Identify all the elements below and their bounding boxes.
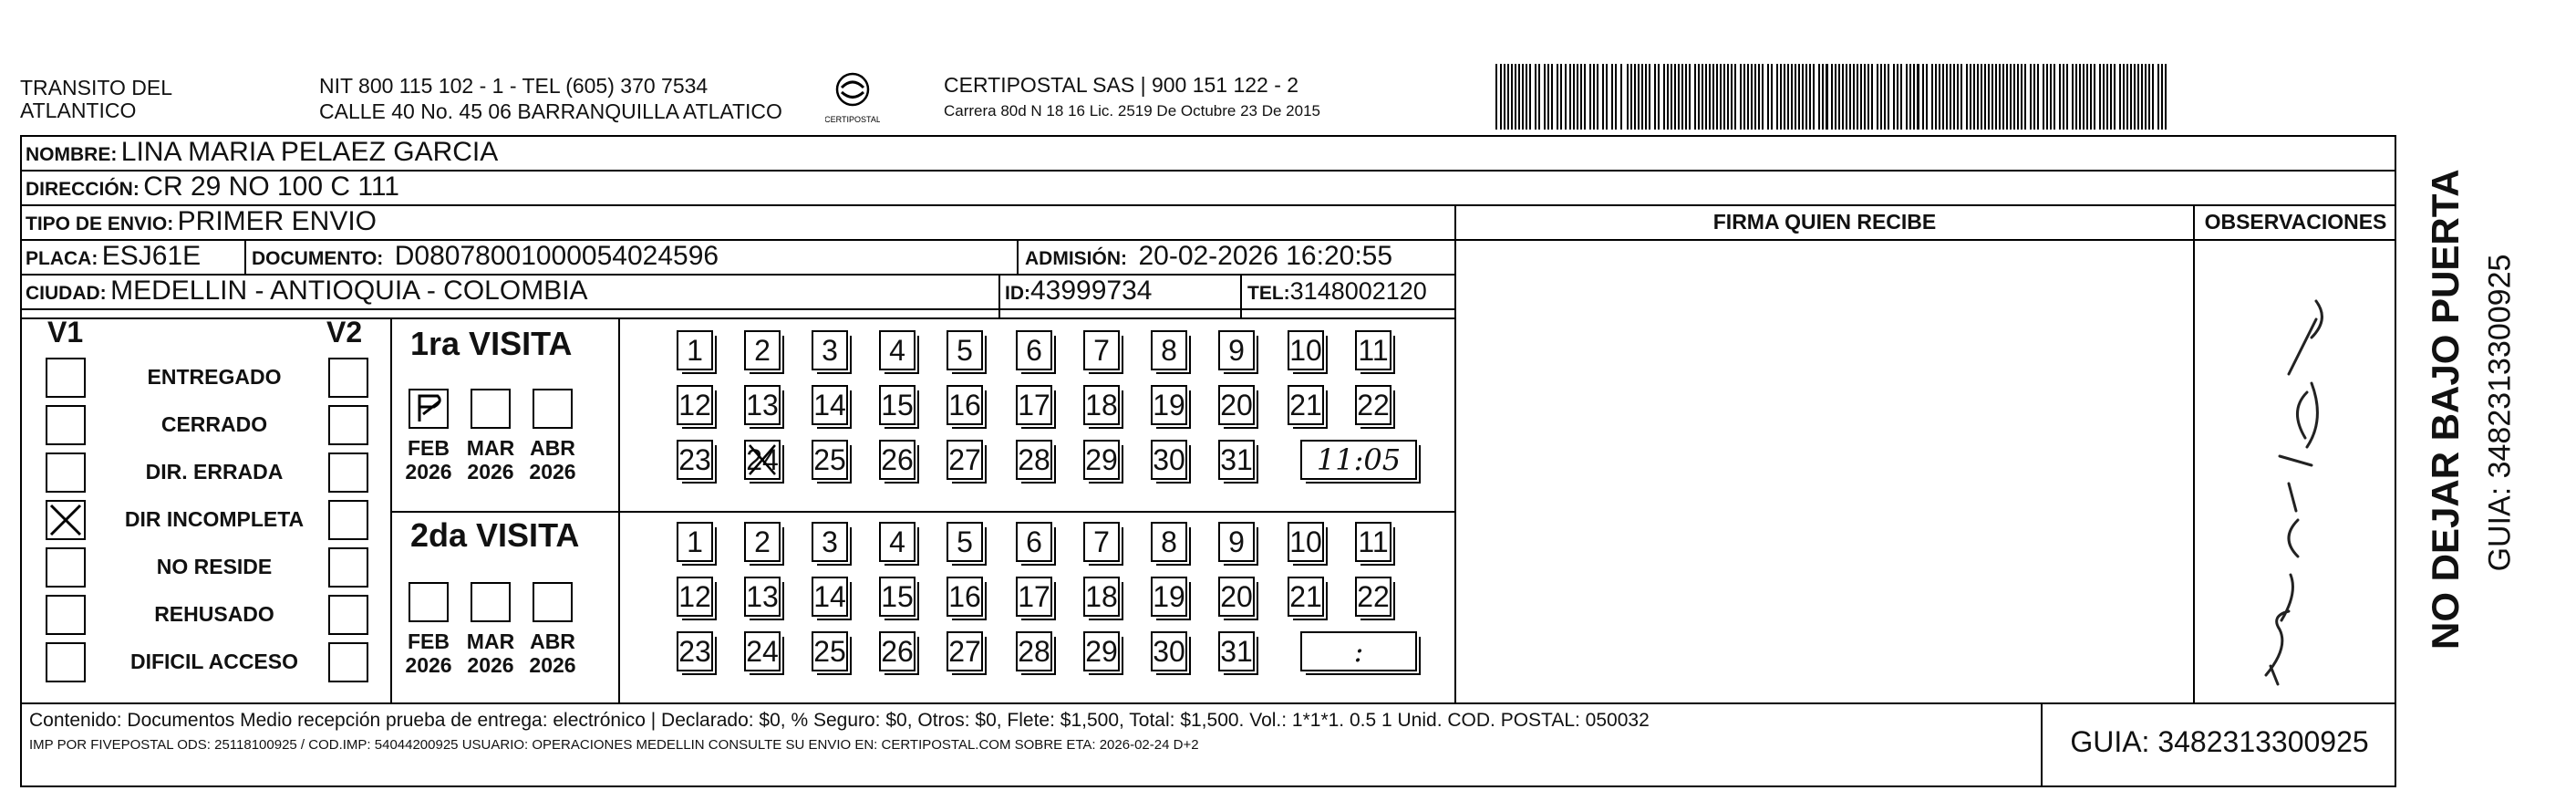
day-box[interactable] [744,577,781,617]
status-label: REHUSADO [154,602,274,626]
day-number: 17 [1018,580,1050,613]
day-number: 9 [1228,525,1245,558]
day-box[interactable] [947,631,983,671]
tipo-row [26,204,377,244]
direccion-row [26,170,399,209]
nombre-label: NOMBRE: [26,144,118,165]
guia-box: GUIA: 3482313300925 [2070,725,2369,758]
v2-checkbox[interactable] [328,500,368,540]
status-label: DIR. ERRADA [145,460,284,484]
day-number: 2 [754,334,771,367]
carrier-name: CERTIPOSTAL SAS | 900 151 122 - 2 [944,73,1299,97]
handwritten-observation [2225,265,2371,693]
documento-value: D08078001000054024596 [394,241,719,271]
day-number: 13 [746,389,779,421]
day-box[interactable] [1355,330,1391,370]
day-box[interactable] [947,440,983,480]
day-number: 6 [1026,525,1042,558]
day-number: 28 [1018,635,1050,668]
nombre-row [26,135,498,174]
imp-text: IMP POR FIVEPOSTAL ODS: 25118100925 / COD.IMP: 54044200925 USUARIO: OPERACIONES MEDELLIN CONSULTE SU ENVIO EN: CERTIPOSTAL.COM SOBRE ETA: 2026-02-24 D+2 [29,737,1199,753]
admision-value: 20-02-2026 16:20:55 [1138,241,1393,271]
day-number: 7 [1093,525,1110,558]
day-number: 1 [687,525,703,558]
day-box[interactable] [812,577,848,617]
day-number: 31 [1220,443,1253,476]
day-box[interactable] [879,631,916,671]
day-number: 21 [1289,580,1322,613]
barcode [1495,64,2170,130]
day-box[interactable] [1016,522,1052,562]
day-box[interactable] [1288,522,1324,562]
time-box[interactable]: : [1300,631,1417,671]
day-box[interactable] [1218,577,1255,617]
day-number: 10 [1289,525,1322,558]
day-number: 14 [813,580,846,613]
day-number: 25 [813,443,846,476]
v1-label: V1 [47,316,84,348]
side-guia: GUIA: 3482313300925 [2482,254,2518,572]
sender-contact: NIT 800 115 102 - 1 - TEL (605) 370 7534 CALLE 40 No. 45 06 BARRANQUILLA ATLATICO [319,74,782,123]
firma-label: FIRMA QUIEN RECIBE [1712,210,1937,234]
day-box[interactable] [677,440,713,480]
day-number: 21 [1289,389,1322,421]
v2-checkbox[interactable] [328,547,368,588]
day-number: 27 [948,443,981,476]
v2-checkbox[interactable] [328,405,368,445]
day-box[interactable] [1083,440,1120,480]
month-label: FEB 2026 [405,436,452,484]
day-box[interactable] [947,330,983,370]
day-number: 29 [1085,443,1118,476]
day-box[interactable] [1083,577,1120,617]
v1-checkbox[interactable] [46,547,86,588]
day-number: 10 [1289,334,1322,367]
day-number: 16 [948,389,981,421]
v1-checkbox[interactable] [46,500,86,540]
placa-value: ESJ61E [101,241,202,271]
day-box[interactable] [1083,385,1120,425]
day-box[interactable] [879,577,916,617]
day-box[interactable] [1288,385,1324,425]
day-number: 11 [1358,525,1389,558]
day-box[interactable] [812,631,848,671]
month-checkbox[interactable] [409,582,449,622]
day-box[interactable] [1218,631,1255,671]
id-label: ID: [1005,283,1030,304]
day-number: 22 [1357,389,1390,421]
day-box[interactable] [1151,631,1187,671]
day-number: 12 [678,389,711,421]
day-number: 7 [1093,334,1110,367]
day-number: 18 [1085,389,1118,421]
day-number: 26 [881,443,914,476]
day-box[interactable] [812,385,848,425]
tipo-value: PRIMER ENVIO [177,206,378,236]
day-box[interactable] [1218,522,1255,562]
v2-checkbox[interactable] [328,595,368,635]
month-label: MAR 2026 [466,436,515,484]
first-visit-label: 1ra VISITA [410,325,573,362]
day-box[interactable] [744,440,781,480]
day-number: 26 [881,635,914,668]
month-label: ABR 2026 [529,436,576,484]
day-number: 3 [822,334,838,367]
v1-checkbox[interactable] [46,642,86,682]
day-box[interactable] [677,330,713,370]
day-box[interactable] [812,330,848,370]
day-number: 5 [957,334,973,367]
v2-checkbox[interactable] [328,642,368,682]
month-checkbox[interactable] [533,582,573,622]
day-box[interactable] [744,330,781,370]
time-box[interactable]: 11:05 [1300,440,1417,480]
day-box[interactable] [1355,522,1391,562]
day-number: 23 [678,635,711,668]
day-number: 18 [1085,580,1118,613]
v2-label: V2 [326,316,363,348]
day-box[interactable] [879,385,916,425]
day-box[interactable] [744,631,781,671]
day-box[interactable] [1016,385,1052,425]
day-number: 12 [678,580,711,613]
day-box[interactable] [744,385,781,425]
day-number: 3 [822,525,838,558]
month-checkbox[interactable] [471,389,511,429]
carrier-address: Carrera 80d N 18 16 Lic. 2519 De Octubre 23 De 2015 [944,102,1320,120]
day-number: 4 [889,334,905,367]
day-box[interactable] [1218,440,1255,480]
v1-checkbox[interactable] [46,358,86,398]
day-box[interactable] [1151,577,1187,617]
day-box[interactable] [677,631,713,671]
day-number: 19 [1153,580,1185,613]
observaciones-label: OBSERVACIONES [2204,210,2387,234]
day-box[interactable] [879,440,916,480]
day-number: 31 [1220,635,1253,668]
day-number: 22 [1357,580,1390,613]
day-box[interactable] [812,440,848,480]
day-number: 4 [889,525,905,558]
day-number: 2 [754,525,771,558]
day-number: 1 [687,334,703,367]
day-box[interactable] [947,577,983,617]
v2-checkbox[interactable] [328,358,368,398]
day-number: 14 [813,389,846,421]
month-checkbox[interactable] [533,389,573,429]
id-cell [1005,274,1152,313]
month-label: MAR 2026 [466,629,515,677]
day-box[interactable] [1083,631,1120,671]
day-number: 30 [1153,443,1185,476]
side-warning: NO DEJAR BAJO PUERTA [2424,169,2467,650]
tel-value: 3148002120 [1289,277,1427,305]
status-label: ENTREGADO [147,365,282,389]
status-label: DIR INCOMPLETA [124,507,305,531]
day-number: 15 [881,389,914,421]
id-value: 43999734 [1030,276,1153,306]
day-box[interactable] [1083,522,1120,562]
certipostal-logo [825,69,880,128]
day-box[interactable] [1288,577,1324,617]
direccion-value: CR 29 NO 100 C 111 [143,172,399,202]
day-box[interactable] [1016,330,1052,370]
day-box[interactable] [1288,330,1324,370]
day-box[interactable] [677,522,713,562]
month-label: ABR 2026 [529,629,576,677]
second-visit-label: 2da VISITA [410,516,580,554]
day-box[interactable] [1151,330,1187,370]
day-box[interactable] [879,522,916,562]
day-box[interactable] [677,385,713,425]
day-number: 24 [746,635,779,668]
day-number: 15 [881,580,914,613]
admision-cell [1025,239,1392,278]
day-box[interactable] [1016,440,1052,480]
ciudad-label: CIUDAD: [26,283,107,304]
day-box[interactable] [812,522,848,562]
contenido-text: Contenido: Documentos Medio recepción prueba de entrega: electrónico | Declarado: $0, % Seguro: $0, Otros: $0, Flete: $1,500, Total: $1,500. Vol.: 1*1*1. 0.5 1 Unid. COD. POSTAL: 050032 [29,710,1650,731]
day-number: 27 [948,635,981,668]
ciudad-value: MEDELLIN - ANTIOQUIA - COLOMBIA [110,276,588,306]
v2-checkbox[interactable] [328,453,368,493]
day-box[interactable] [947,385,983,425]
status-label: NO RESIDE [156,555,273,578]
day-number: 6 [1026,334,1042,367]
day-box[interactable] [1355,577,1391,617]
day-box[interactable] [1151,522,1187,562]
tipo-label: TIPO DE ENVIO: [26,213,174,234]
day-box[interactable] [1083,330,1120,370]
documento-label: DOCUMENTO: [252,248,384,269]
documento-cell [252,239,719,278]
day-number: 23 [678,443,711,476]
day-box[interactable] [1151,440,1187,480]
day-number: 25 [813,635,846,668]
day-number: 20 [1220,389,1253,421]
nombre-value: LINA MARIA PELAEZ GARCIA [120,137,499,167]
month-checkbox[interactable] [409,389,449,429]
v1-checkbox[interactable] [46,595,86,635]
day-number: 29 [1085,635,1118,668]
day-number: 30 [1153,635,1185,668]
day-box[interactable] [879,330,916,370]
day-number: 17 [1018,389,1050,421]
tel-cell [1247,274,1427,313]
ciudad-cell [26,274,588,313]
admision-label: ADMISIÓN: [1025,248,1127,269]
day-box[interactable] [744,522,781,562]
day-box[interactable] [1151,385,1187,425]
day-number: 8 [1161,525,1177,558]
tel-label: TEL: [1247,283,1290,304]
day-box[interactable] [1218,330,1255,370]
day-number: 11 [1358,334,1389,367]
day-number: 16 [948,580,981,613]
day-box[interactable] [677,577,713,617]
month-checkbox[interactable] [471,582,511,622]
logo-text: CERTIPOSTAL [825,115,880,124]
day-number: 24 [746,443,779,476]
day-number: 5 [957,525,973,558]
direccion-label: DIRECCIÓN: [26,179,140,200]
day-number: 19 [1153,389,1185,421]
day-number: 28 [1018,443,1050,476]
status-label: DIFICIL ACCESO [129,650,298,673]
v1-checkbox[interactable] [46,405,86,445]
day-number: 8 [1161,334,1177,367]
day-number: 20 [1220,580,1253,613]
status-label: CERRADO [160,412,268,436]
placa-cell [26,239,201,278]
day-box[interactable] [947,522,983,562]
day-number: 13 [746,580,779,613]
side-text [2415,162,2518,673]
day-number: 9 [1228,334,1245,367]
day-box[interactable] [1016,631,1052,671]
month-label: FEB 2026 [405,629,452,677]
day-box[interactable] [1218,385,1255,425]
day-box[interactable] [1016,577,1052,617]
v1-checkbox[interactable] [46,453,86,493]
sender-name: TRANSITO DEL ATLANTICO [20,76,172,122]
placa-label: PLACA: [26,248,98,269]
day-box[interactable] [1355,385,1391,425]
